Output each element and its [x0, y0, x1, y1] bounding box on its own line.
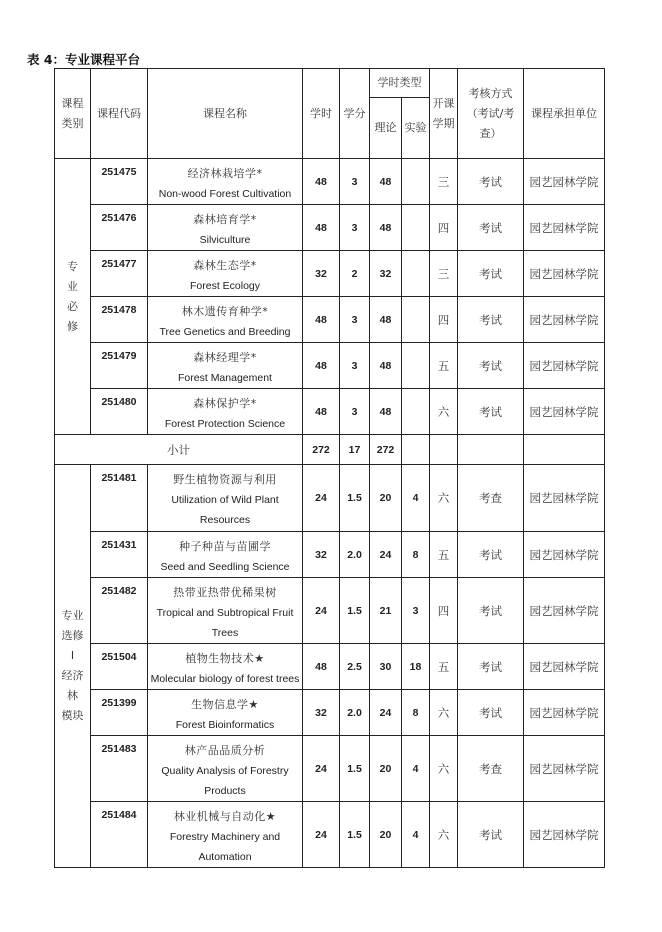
course-name-zh: 林业机械与自动化★ — [173, 810, 277, 823]
course-name-zh: 森林培育学* — [193, 213, 257, 226]
course-hours: 24 — [303, 578, 340, 644]
course-name — [148, 802, 303, 868]
course-theory-hours: 20 — [370, 736, 402, 802]
course-name — [148, 251, 303, 297]
subtotal-unit — [524, 435, 605, 465]
course-credits: 3 — [340, 205, 370, 251]
course-unit: 园艺园林学院 — [524, 465, 605, 532]
course-hours: 48 — [303, 297, 340, 343]
course-name-zh: 森林经理学* — [193, 351, 257, 364]
course-assessment: 考试 — [458, 297, 524, 343]
course-semester: 六 — [430, 690, 458, 736]
course-theory-hours: 32 — [370, 251, 402, 297]
subtotal-semester — [430, 435, 458, 465]
course-unit: 园艺园林学院 — [524, 736, 605, 802]
header-hour-type: 学时类型 — [370, 69, 430, 98]
category-line: 专业 — [61, 609, 84, 622]
course-unit: 园艺园林学院 — [524, 532, 605, 578]
table-row — [55, 465, 605, 532]
table-row — [55, 159, 605, 205]
course-semester: 六 — [430, 736, 458, 802]
course-lab-hours: 3 — [402, 578, 430, 644]
course-name — [148, 578, 303, 644]
subtotal-lab — [402, 435, 430, 465]
course-name-en: Tropical and Subtropical Fruit Trees — [156, 607, 294, 639]
table-row — [55, 343, 605, 389]
course-code: 251504 — [91, 644, 148, 690]
course-hours: 32 — [303, 532, 340, 578]
course-name-zh: 植物生物技术★ — [185, 652, 265, 665]
course-credits: 1.5 — [340, 736, 370, 802]
course-name-en: Molecular biology of forest trees — [150, 673, 300, 685]
course-theory-hours: 24 — [370, 532, 402, 578]
course-code: 251482 — [91, 578, 148, 644]
course-credits: 2.0 — [340, 690, 370, 736]
course-name-zh: 林产品品质分析 — [184, 744, 266, 757]
course-semester: 四 — [430, 205, 458, 251]
course-name-zh: 经济林栽培学* — [187, 167, 263, 180]
header-theory: 理论 — [370, 98, 402, 159]
subtotal-label: 小计 — [55, 435, 303, 465]
header-code: 课程代码 — [91, 69, 148, 159]
course-semester: 三 — [430, 159, 458, 205]
course-name — [148, 297, 303, 343]
category-cell — [55, 465, 91, 868]
course-code: 251479 — [91, 343, 148, 389]
course-name — [148, 389, 303, 435]
course-assessment: 考试 — [458, 532, 524, 578]
course-hours: 32 — [303, 690, 340, 736]
course-theory-hours: 20 — [370, 465, 402, 532]
course-name-zh: 野生植物资源与利用 — [173, 473, 277, 486]
course-lab-hours — [402, 343, 430, 389]
course-semester: 五 — [430, 343, 458, 389]
course-lab-hours: 4 — [402, 736, 430, 802]
course-hours: 48 — [303, 343, 340, 389]
course-credits: 1.5 — [340, 802, 370, 868]
course-name — [148, 690, 303, 736]
course-lab-hours — [402, 389, 430, 435]
course-code: 251399 — [91, 690, 148, 736]
course-lab-hours: 4 — [402, 802, 430, 868]
table-row — [55, 205, 605, 251]
course-assessment: 考试 — [458, 578, 524, 644]
course-unit: 园艺园林学院 — [524, 343, 605, 389]
course-hours: 32 — [303, 251, 340, 297]
course-lab-hours: 4 — [402, 465, 430, 532]
table-body — [55, 159, 605, 868]
course-code: 251480 — [91, 389, 148, 435]
table-row — [55, 578, 605, 644]
course-name — [148, 736, 303, 802]
course-assessment: 考试 — [458, 690, 524, 736]
category-label: 专业必修 — [67, 259, 78, 333]
course-hours: 48 — [303, 389, 340, 435]
table-row — [55, 736, 605, 802]
course-credits: 3 — [340, 389, 370, 435]
course-semester: 四 — [430, 578, 458, 644]
table-row — [55, 532, 605, 578]
course-name-en: Quality Analysis of Forestry Products — [161, 765, 289, 797]
course-theory-hours: 48 — [370, 205, 402, 251]
course-assessment: 考试 — [458, 802, 524, 868]
course-lab-hours — [402, 205, 430, 251]
course-unit: 园艺园林学院 — [524, 251, 605, 297]
course-lab-hours — [402, 297, 430, 343]
course-semester: 五 — [430, 644, 458, 690]
course-assessment: 考试 — [458, 205, 524, 251]
course-name-zh: 森林生态学* — [193, 259, 257, 272]
course-name-en: Forest Protection Science — [164, 418, 286, 430]
course-semester: 六 — [430, 465, 458, 532]
course-credits: 3 — [340, 297, 370, 343]
category-line: Ⅰ — [70, 649, 75, 662]
course-assessment: 考试 — [458, 251, 524, 297]
course-semester: 六 — [430, 389, 458, 435]
course-unit: 园艺园林学院 — [524, 205, 605, 251]
course-name — [148, 159, 303, 205]
course-lab-hours: 18 — [402, 644, 430, 690]
course-name-en: Utilization of Wild Plant Resources — [171, 494, 279, 526]
course-unit: 园艺园林学院 — [524, 159, 605, 205]
category-line: 选修 — [61, 629, 84, 642]
course-theory-hours: 20 — [370, 802, 402, 868]
course-semester: 六 — [430, 802, 458, 868]
course-name-en: Silviculture — [199, 234, 251, 246]
course-unit: 园艺园林学院 — [524, 297, 605, 343]
course-credits: 2 — [340, 251, 370, 297]
header-unit: 课程承担单位 — [524, 69, 605, 159]
course-credits: 2.0 — [340, 532, 370, 578]
course-assessment: 考查 — [458, 736, 524, 802]
course-unit: 园艺园林学院 — [524, 690, 605, 736]
course-name-en: Forest Bioinformatics — [175, 719, 275, 731]
course-hours: 24 — [303, 465, 340, 532]
course-assessment: 考试 — [458, 159, 524, 205]
course-unit: 园艺园林学院 — [524, 578, 605, 644]
course-theory-hours: 48 — [370, 389, 402, 435]
course-name-zh: 生物信息学★ — [191, 698, 259, 711]
course-lab-hours: 8 — [402, 690, 430, 736]
course-name-zh: 种子种苗与苗圃学 — [179, 540, 271, 553]
course-hours: 24 — [303, 802, 340, 868]
course-name-en: Forest Ecology — [189, 280, 261, 292]
course-hours: 48 — [303, 205, 340, 251]
course-name — [148, 532, 303, 578]
course-hours: 24 — [303, 736, 340, 802]
course-unit: 园艺园林学院 — [524, 389, 605, 435]
course-lab-hours — [402, 159, 430, 205]
category-line: 模块 — [61, 709, 84, 722]
course-name-zh: 热带亚热带优稀果树 — [173, 586, 277, 599]
category-label — [60, 606, 86, 726]
category-line: 林 — [67, 689, 78, 702]
course-code: 251481 — [91, 465, 148, 532]
course-name — [148, 205, 303, 251]
course-name-zh: 林木遗传育种学* — [181, 305, 269, 318]
course-hours: 48 — [303, 159, 340, 205]
header-lab: 实验 — [402, 98, 430, 159]
table-row — [55, 690, 605, 736]
course-unit: 园艺园林学院 — [524, 802, 605, 868]
table-header — [55, 69, 605, 159]
course-theory-hours: 30 — [370, 644, 402, 690]
course-table — [54, 68, 605, 868]
course-lab-hours — [402, 251, 430, 297]
subtotal-hours: 272 — [303, 435, 340, 465]
course-code: 251477 — [91, 251, 148, 297]
course-name-en: Seed and Seedling Science — [160, 561, 290, 573]
course-credits: 1.5 — [340, 465, 370, 532]
course-name-en: Tree Genetics and Breeding — [159, 326, 291, 338]
category-line: 经济 — [61, 669, 84, 682]
course-code: 251476 — [91, 205, 148, 251]
course-assessment: 考试 — [458, 389, 524, 435]
course-code: 251478 — [91, 297, 148, 343]
course-theory-hours: 48 — [370, 297, 402, 343]
course-semester: 三 — [430, 251, 458, 297]
subtotal-credits: 17 — [340, 435, 370, 465]
course-hours: 48 — [303, 644, 340, 690]
course-code: 251475 — [91, 159, 148, 205]
course-theory-hours: 24 — [370, 690, 402, 736]
course-name-en: Non-wood Forest Cultivation — [158, 188, 292, 200]
course-assessment: 考试 — [458, 644, 524, 690]
course-name — [148, 343, 303, 389]
course-theory-hours: 48 — [370, 159, 402, 205]
course-semester: 五 — [430, 532, 458, 578]
subtotal-assessment — [458, 435, 524, 465]
header-semester: 开课学期 — [430, 69, 458, 159]
subtotal-theory: 272 — [370, 435, 402, 465]
course-theory-hours: 21 — [370, 578, 402, 644]
header-category: 课程类别 — [55, 69, 91, 159]
course-code: 251431 — [91, 532, 148, 578]
course-semester: 四 — [430, 297, 458, 343]
course-name — [148, 644, 303, 690]
course-name — [148, 465, 303, 532]
course-code: 251483 — [91, 736, 148, 802]
header-hours: 学时 — [303, 69, 340, 159]
subtotal-row — [55, 435, 605, 465]
course-credits: 3 — [340, 343, 370, 389]
category-cell — [55, 159, 91, 435]
table-row — [55, 802, 605, 868]
table-row — [55, 389, 605, 435]
table-row — [55, 251, 605, 297]
course-code: 251484 — [91, 802, 148, 868]
course-name-en: Forest Management — [178, 372, 272, 384]
course-assessment: 考试 — [458, 343, 524, 389]
header-assessment: 考核方式（考试/考查） — [458, 69, 524, 159]
course-credits: 3 — [340, 159, 370, 205]
table-title: 表 4：专业课程平台 — [27, 52, 141, 67]
course-name-zh: 森林保护学* — [193, 397, 257, 410]
header-name: 课程名称 — [148, 69, 303, 159]
course-name-en: Forestry Machinery and Automation — [169, 831, 281, 863]
course-credits: 1.5 — [340, 578, 370, 644]
header-credits: 学分 — [340, 69, 370, 159]
table-row — [55, 297, 605, 343]
course-theory-hours: 48 — [370, 343, 402, 389]
course-assessment: 考查 — [458, 465, 524, 532]
table-row — [55, 644, 605, 690]
course-unit: 园艺园林学院 — [524, 644, 605, 690]
course-lab-hours: 8 — [402, 532, 430, 578]
course-credits: 2.5 — [340, 644, 370, 690]
